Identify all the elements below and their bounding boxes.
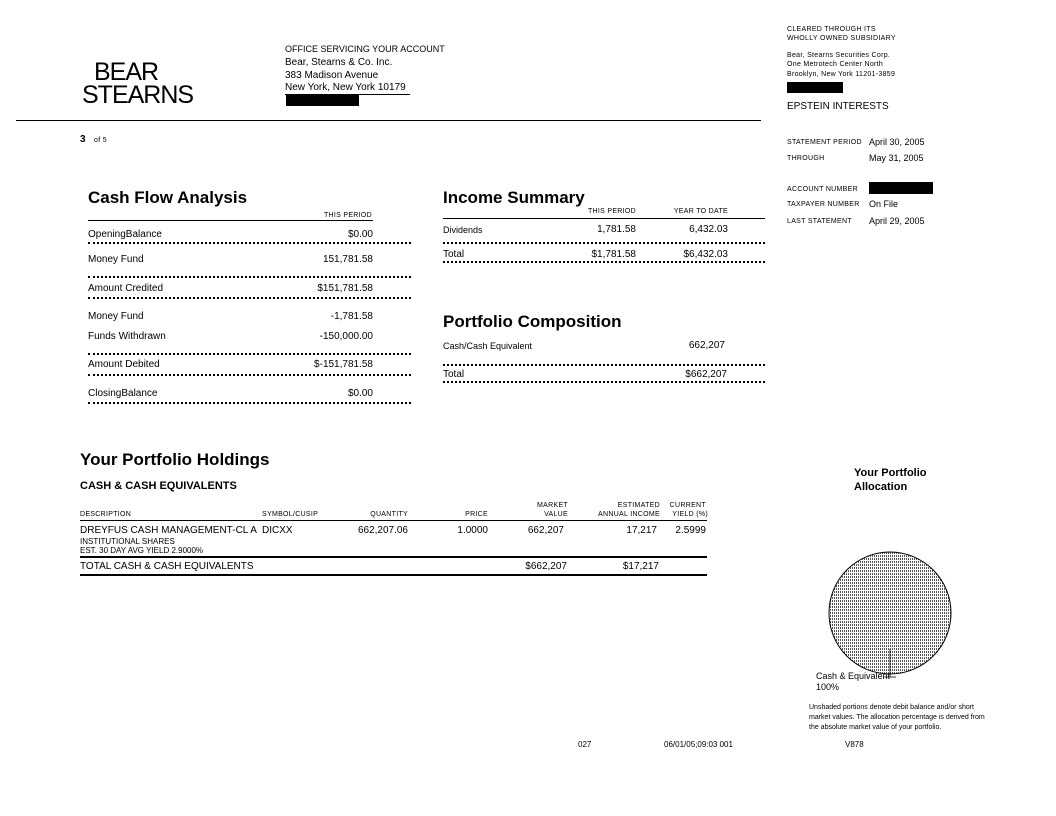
cash-flow-col-header: THIS PERIOD (323, 212, 372, 219)
last-statement-label: LAST STATEMENT (787, 218, 852, 225)
page-of-label: of 5 (94, 137, 107, 144)
income-header-rule (443, 218, 765, 219)
dividends-label: Dividends (443, 225, 483, 235)
composition-total-label: Total (443, 369, 465, 380)
redaction-office (286, 94, 359, 106)
holding-market-value: 662,207 (527, 525, 564, 536)
allocation-slice-pct: 100% (816, 682, 840, 692)
income-total-ytd: $6,432.03 (683, 249, 728, 260)
cash-flow-dots-2 (88, 276, 411, 278)
clearing-address-3: Brooklyn, New York 11201-3859 (787, 71, 896, 78)
holding-symbol: DICXX (262, 525, 293, 536)
money-fund-out-label: Money Fund (88, 311, 144, 322)
col-symbol: SYMBOL/CUSIP (262, 511, 319, 518)
composition-cash-value: 662,207 (688, 340, 725, 351)
clearing-line-1: CLEARED THROUGH ITS (787, 26, 876, 33)
holding-desc-3: EST. 30 DAY AVG YIELD 2.9000% (80, 546, 204, 555)
account-name: EPSTEIN INTERESTS (787, 101, 889, 112)
col-quantity: QUANTITY (370, 511, 408, 518)
redaction-account-number (869, 182, 933, 194)
income-col-ytd: YEAR TO DATE (673, 208, 728, 215)
redaction-clearing (787, 82, 843, 93)
cash-flow-dots-1 (88, 242, 411, 244)
statement-period-label: STATEMENT PERIOD (787, 139, 862, 146)
holdings-total-income: $17,217 (622, 561, 659, 572)
holding-desc-2: INSTITUTIONAL SHARES (80, 537, 175, 546)
cash-flow-dots-3 (88, 297, 411, 299)
clearing-address-1: Bear, Stearns Securities Corp. (787, 52, 891, 59)
allocation-pie-chart (820, 543, 960, 683)
money-fund-in-value: 151,781.58 (322, 254, 373, 265)
cash-flow-title: Cash Flow Analysis (88, 188, 248, 207)
holdings-total-rule-top (80, 556, 707, 558)
col-description: DESCRIPTION (80, 511, 132, 518)
income-total-label: Total (443, 249, 465, 260)
allocation-note: Unshaded portions denote debit balance and/or short market values. The allocation percentage is derived from the absolute market value of your portfolio. (809, 704, 985, 731)
funds-withdrawn-label: Funds Withdrawn (88, 331, 166, 342)
col-yield-2: YIELD (%) (672, 511, 708, 518)
allocation-title-2: Allocation (854, 481, 908, 493)
cash-flow-header-rule (88, 220, 373, 221)
statement-period-value: April 30, 2005 (869, 137, 925, 147)
office-heading: OFFICE SERVICING YOUR ACCOUNT (285, 44, 445, 54)
income-dots-1 (443, 242, 765, 244)
income-total-period: $1,781.58 (591, 249, 636, 260)
header-rule (16, 120, 761, 121)
amount-debited-value: $-151,781.58 (314, 359, 373, 370)
holdings-title: Your Portfolio Holdings (80, 450, 270, 469)
cash-flow-dots-5 (88, 374, 411, 376)
col-yield-1: CURRENT (669, 502, 706, 509)
composition-dots-1 (443, 364, 765, 366)
account-number-label: ACCOUNT NUMBER (787, 186, 858, 193)
income-summary-title: Income Summary (443, 188, 585, 207)
holding-desc-1: DREYFUS CASH MANAGEMENT-CL A (80, 525, 257, 536)
office-line-1: Bear, Stearns & Co. Inc. (285, 57, 393, 68)
composition-total-value: $662,207 (685, 369, 727, 380)
page-indicator (80, 129, 107, 147)
taxpayer-value: On File (869, 199, 899, 209)
footer-code-1: 027 (578, 740, 592, 749)
funds-withdrawn-value: -150,000.00 (319, 331, 373, 342)
office-line-2: 383 Madison Avenue (285, 70, 379, 81)
holdings-total-rule-bottom (80, 574, 707, 576)
last-statement-value: April 29, 2005 (869, 216, 925, 226)
money-fund-in-label: Money Fund (88, 254, 144, 265)
amount-debited-label: Amount Debited (88, 359, 160, 370)
money-fund-out-value: -1,781.58 (330, 311, 373, 322)
clearing-address-2: One Metrotech Center North (787, 61, 884, 68)
col-price: PRICE (465, 511, 488, 518)
taxpayer-label: TAXPAYER NUMBER (787, 201, 860, 208)
holdings-subtitle: CASH & CASH EQUIVALENTS (80, 480, 237, 492)
amount-credited-label: Amount Credited (88, 283, 164, 294)
opening-balance-value: $0.00 (347, 229, 373, 240)
footer-code-2: V878 (845, 740, 864, 749)
col-income-2: ANNUAL INCOME (598, 511, 660, 518)
bear-stearns-logo (82, 58, 194, 109)
opening-balance-label: OpeningBalance (88, 229, 162, 240)
page-number: 3 (80, 134, 86, 145)
composition-title: Portfolio Composition (443, 312, 622, 331)
through-label: THROUGH (787, 155, 825, 162)
holdings-total-label: TOTAL CASH & CASH EQUIVALENTS (80, 561, 254, 572)
income-col-period: THIS PERIOD (587, 208, 636, 215)
income-dots-2 (443, 261, 765, 263)
office-line-3: New York, New York 10179 (285, 82, 406, 93)
closing-balance-label: ClosingBalance (88, 388, 158, 399)
logo-line-1: BEAR (94, 58, 159, 86)
dividends-period: 1,781.58 (597, 224, 636, 235)
clearing-line-2: WHOLLY OWNED SUBSIDIARY (787, 35, 896, 42)
holding-annual-income: 17,217 (626, 525, 657, 536)
closing-balance-value: $0.00 (347, 388, 373, 399)
footer-timestamp: 06/01/05;09:03 001 (664, 740, 733, 749)
through-value: May 31, 2005 (869, 153, 924, 163)
holdings-total-market-value: $662,207 (525, 561, 567, 572)
amount-credited-value: $151,781.58 (317, 283, 373, 294)
holdings-header-rule (80, 520, 707, 521)
composition-dots-2 (443, 381, 765, 383)
dividends-ytd: 6,432.03 (689, 224, 728, 235)
col-market-value-1: MARKET (537, 502, 568, 509)
composition-cash-label: Cash/Cash Equivalent (443, 341, 533, 351)
logo-line-2: STEARNS (82, 81, 194, 109)
holding-quantity: 662,207.06 (357, 525, 408, 536)
cash-flow-dots-6 (88, 402, 411, 404)
holding-price: 1.0000 (457, 525, 488, 536)
allocation-slice-label: Cash & Equivalent (816, 671, 891, 681)
cash-flow-dots-4 (88, 353, 411, 355)
holding-yield: 2.5999 (675, 525, 706, 536)
col-market-value-2: VALUE (544, 511, 568, 518)
col-income-1: ESTIMATED (617, 502, 660, 509)
allocation-title-1: Your Portfolio (854, 467, 927, 479)
